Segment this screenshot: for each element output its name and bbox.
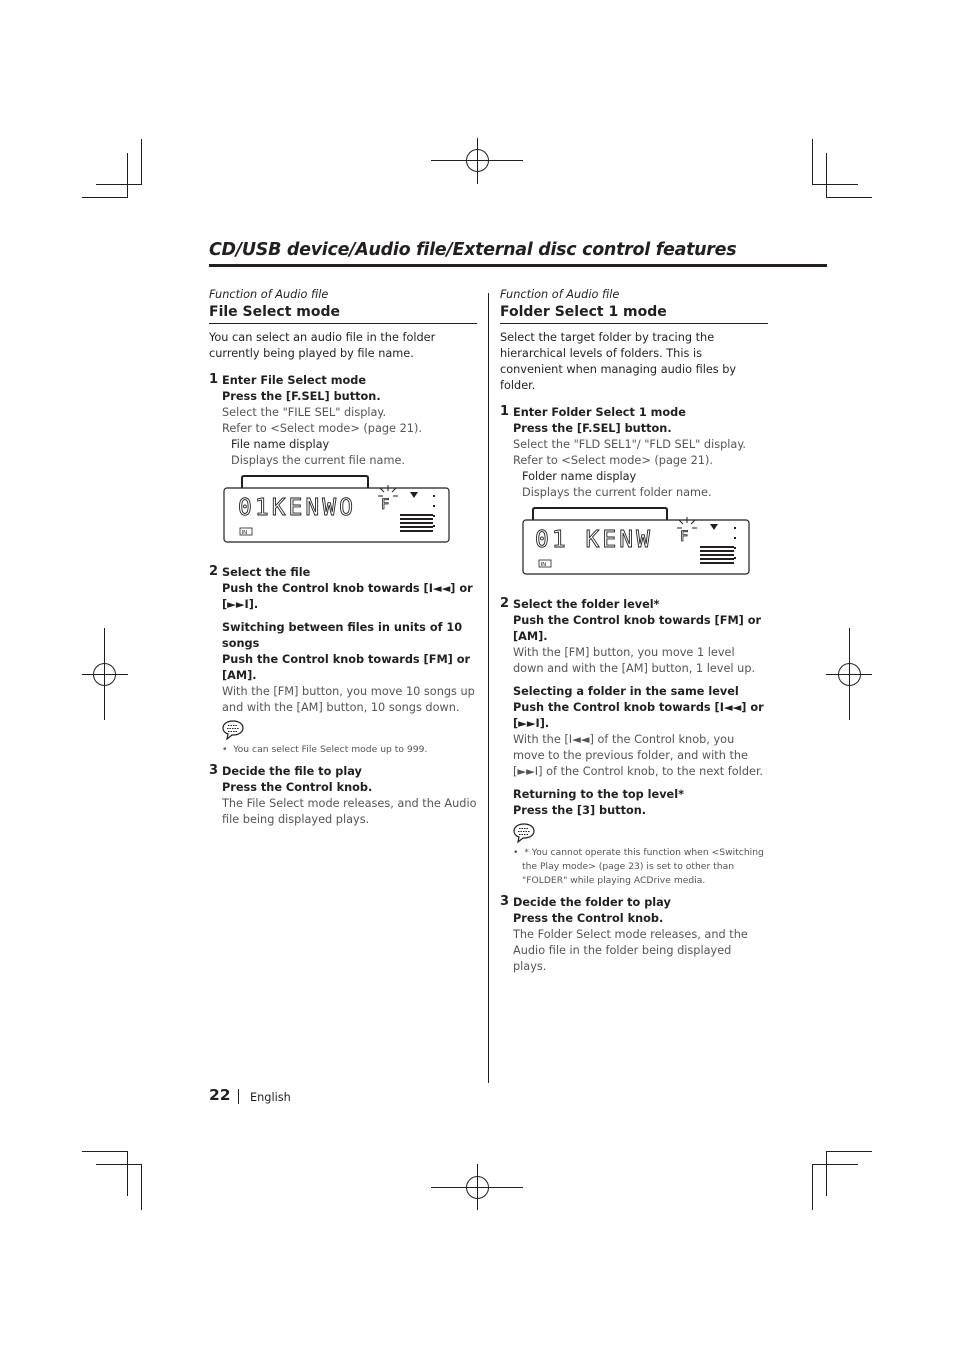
display-label: File name display bbox=[231, 438, 330, 451]
sub-action: Press the [3] button. bbox=[513, 804, 647, 817]
step-action: Press the [F.SEL] button. bbox=[222, 390, 381, 403]
crop-mark bbox=[812, 139, 813, 185]
section-heading: Folder Select 1 mode bbox=[500, 303, 768, 324]
crop-mark bbox=[826, 153, 827, 198]
display-label: Folder name display bbox=[522, 470, 637, 483]
sub-action: Push the Control knob towards [I◄◄] or [►►I]. bbox=[513, 701, 764, 730]
step-number: 2 bbox=[209, 564, 219, 579]
step-2 bbox=[500, 597, 768, 888]
crop-mark bbox=[826, 1151, 827, 1196]
step-number: 3 bbox=[209, 763, 219, 778]
step-action: Press the Control knob. bbox=[222, 781, 373, 794]
sub-title: Returning to the top level* bbox=[513, 788, 685, 801]
crop-mark bbox=[141, 139, 142, 185]
step-action: Press the [F.SEL] button. bbox=[513, 422, 672, 435]
sub-action: Push the Control knob towards [FM] or [AM]. bbox=[222, 653, 471, 682]
crop-mark bbox=[82, 1151, 128, 1152]
crop-mark bbox=[127, 153, 128, 198]
step-number: 3 bbox=[500, 894, 510, 909]
step-3 bbox=[209, 764, 477, 828]
crop-mark bbox=[812, 1164, 813, 1210]
step-desc: The Folder Select mode releases, and the Audio file in the folder being displayed plays. bbox=[513, 928, 748, 973]
note-text: • You can select File Select mode up to 999. bbox=[222, 744, 428, 755]
step-1 bbox=[209, 373, 477, 551]
section-heading: File Select mode bbox=[209, 303, 477, 324]
function-label: Function of Audio file bbox=[209, 288, 329, 301]
title-rule bbox=[209, 264, 827, 267]
note-icon bbox=[222, 720, 244, 740]
step-title: Select the file bbox=[222, 566, 311, 579]
crop-mark bbox=[96, 1164, 142, 1165]
crop-mark bbox=[826, 1151, 872, 1152]
step-action: Press the Control knob. bbox=[513, 912, 664, 925]
right-column bbox=[500, 287, 768, 975]
page-language: English bbox=[250, 1091, 291, 1104]
registration-mark-top bbox=[431, 138, 523, 184]
svg-text:F: F bbox=[680, 529, 689, 545]
note-text: • * You cannot operate this function when <Switching the Play mode> (page 23) is set to other than "FOLDER" while playing ACDrive media. bbox=[513, 847, 764, 886]
step-action: Push the Control knob towards [I◄◄] or [►►I]. bbox=[222, 582, 473, 611]
page-number: 22 bbox=[209, 1086, 231, 1104]
step-desc: Select the "FILE SEL" display. bbox=[222, 406, 387, 419]
sub-title: Switching between files in units of 10 songs bbox=[222, 621, 463, 650]
section-intro: Select the target folder by tracing the hierarchical levels of folders. This is convenient when managing audio files by folder. bbox=[500, 331, 737, 392]
step-2 bbox=[209, 565, 477, 757]
step-title: Enter File Select mode bbox=[222, 374, 367, 387]
lcd-main-text: 01KENWO bbox=[238, 495, 356, 521]
step-desc: With the [FM] button, you move 1 level down and with the [AM] button, 1 level up. bbox=[513, 646, 756, 675]
note-icon bbox=[513, 823, 535, 843]
step-number: 1 bbox=[500, 404, 510, 419]
display-desc: Displays the current folder name. bbox=[522, 486, 712, 499]
step-title: Enter Folder Select 1 mode bbox=[513, 406, 686, 419]
page-title: CD/USB device/Audio file/External disc control features bbox=[209, 240, 737, 260]
svg-text:F: F bbox=[381, 497, 390, 513]
section-intro: You can select an audio file in the folder currently being played by file name. bbox=[209, 331, 436, 360]
step-number: 2 bbox=[500, 596, 510, 611]
step-desc: The File Select mode releases, and the Audio file being displayed plays. bbox=[222, 797, 477, 826]
display-desc: Displays the current file name. bbox=[231, 454, 406, 467]
lcd-main-text: 01 KENW bbox=[535, 527, 653, 553]
lcd-display-illustration bbox=[513, 507, 753, 583]
crop-mark bbox=[82, 197, 128, 198]
step-action: Push the Control knob towards [FM] or [AM]. bbox=[513, 614, 762, 643]
crop-mark bbox=[96, 184, 142, 185]
column-divider bbox=[488, 293, 489, 1083]
step-desc: Refer to <Select mode> (page 21). bbox=[222, 422, 422, 435]
step-title: Select the folder level* bbox=[513, 598, 660, 611]
step-3 bbox=[500, 895, 768, 975]
lcd-badge: IN bbox=[540, 562, 547, 568]
registration-mark-bottom bbox=[431, 1164, 523, 1210]
crop-mark bbox=[141, 1164, 142, 1210]
step-1 bbox=[500, 405, 768, 583]
step-title: Decide the folder to play bbox=[513, 896, 671, 909]
step-desc: Select the "FLD SEL1"/ "FLD SEL" display. bbox=[513, 438, 746, 451]
sub-title: Selecting a folder in the same level bbox=[513, 685, 739, 698]
registration-mark-right bbox=[826, 628, 872, 720]
left-column bbox=[209, 287, 477, 828]
step-number: 1 bbox=[209, 372, 219, 387]
registration-mark-left bbox=[82, 628, 128, 720]
crop-mark bbox=[812, 1164, 858, 1165]
step-desc: Refer to <Select mode> (page 21). bbox=[513, 454, 713, 467]
crop-mark bbox=[127, 1151, 128, 1196]
footer-divider bbox=[238, 1089, 239, 1104]
sub-desc: With the [FM] button, you move 10 songs up and with the [AM] button, 10 songs down. bbox=[222, 685, 475, 714]
sub-desc: With the [I◄◄] of the Control knob, you move to the previous folder, and with the [►►I] of the Control knob, to the next folder. bbox=[513, 733, 764, 778]
step-title: Decide the file to play bbox=[222, 765, 362, 778]
lcd-display-illustration bbox=[222, 475, 462, 551]
lcd-badge: IN bbox=[241, 530, 248, 536]
function-label: Function of Audio file bbox=[500, 288, 620, 301]
crop-mark bbox=[812, 184, 858, 185]
crop-mark bbox=[826, 197, 872, 198]
